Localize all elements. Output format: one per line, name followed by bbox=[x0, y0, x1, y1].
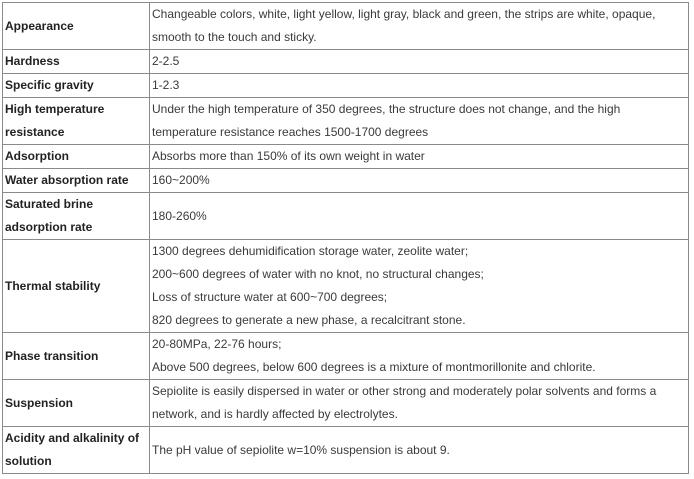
row-label: Specific gravity bbox=[3, 74, 150, 98]
row-value bbox=[150, 169, 689, 193]
table-row bbox=[3, 380, 689, 427]
row-label: Suspension bbox=[3, 380, 150, 427]
table-row bbox=[3, 193, 689, 240]
table-row bbox=[3, 145, 689, 169]
table-row bbox=[3, 169, 689, 193]
row-value bbox=[150, 380, 689, 427]
row-value bbox=[150, 74, 689, 98]
value-line: The pH value of sepiolite w=10% suspension is about 9. bbox=[152, 442, 450, 457]
value-line: Loss of structure water at 600~700 degrees; bbox=[152, 290, 388, 304]
value-line: 20-80MPa, 22-76 hours; bbox=[152, 337, 282, 351]
row-label: Thermal stability bbox=[3, 240, 150, 333]
value-line: Above 500 degrees, below 600 degrees is a mixture of montmorillonite and chlorite. bbox=[152, 360, 596, 374]
table-row bbox=[3, 50, 689, 74]
row-label: Adsorption bbox=[3, 145, 150, 169]
row-value bbox=[150, 240, 689, 333]
properties-table bbox=[2, 2, 689, 474]
value-line: 180-260% bbox=[152, 208, 207, 223]
row-value bbox=[150, 98, 689, 145]
value-line: Under the high temperature of 350 degrees, the structure does not change, and the high temperature resistance reaches 1500-1700 degrees bbox=[152, 102, 621, 139]
row-label: Saturated brine adsorption rate bbox=[3, 193, 150, 240]
value-line: Absorbs more than 150% of its own weight in water bbox=[152, 149, 425, 163]
row-label: Acidity and alkalinity of solution bbox=[3, 427, 150, 474]
row-label: Phase transition bbox=[3, 333, 150, 380]
table-row bbox=[3, 240, 689, 333]
value-line: 1300 degrees dehumidification storage water, zeolite water; bbox=[152, 244, 469, 258]
value-line: 200~600 degrees of water with no knot, no structural changes; bbox=[152, 267, 484, 281]
row-value bbox=[150, 50, 689, 74]
value-line: 1-2.3 bbox=[152, 78, 180, 92]
table-row bbox=[3, 3, 689, 50]
row-value bbox=[150, 193, 689, 240]
value-line: 820 degrees to generate a new phase, a recalcitrant stone. bbox=[152, 313, 466, 327]
table-row bbox=[3, 333, 689, 380]
row-value bbox=[150, 333, 689, 380]
row-label: Appearance bbox=[3, 3, 150, 50]
value-line: Sepiolite is easily dispersed in water or other strong and moderately polar solvents and forms a network, and is hardly affected by electrolytes. bbox=[152, 384, 657, 421]
value-line: 2-2.5 bbox=[152, 54, 180, 68]
value-line: 160~200% bbox=[152, 173, 210, 187]
row-label: High temperature resistance bbox=[3, 98, 150, 145]
table-row bbox=[3, 74, 689, 98]
row-label: Water absorption rate bbox=[3, 169, 150, 193]
row-label: Hardness bbox=[3, 50, 150, 74]
row-value bbox=[150, 427, 689, 474]
value-line: Changeable colors, white, light yellow, light gray, black and green, the strips are white, opaque, smooth to the touch and sticky. bbox=[152, 7, 656, 44]
table-row bbox=[3, 427, 689, 474]
row-value bbox=[150, 3, 689, 50]
row-value bbox=[150, 145, 689, 169]
table-row bbox=[3, 98, 689, 145]
